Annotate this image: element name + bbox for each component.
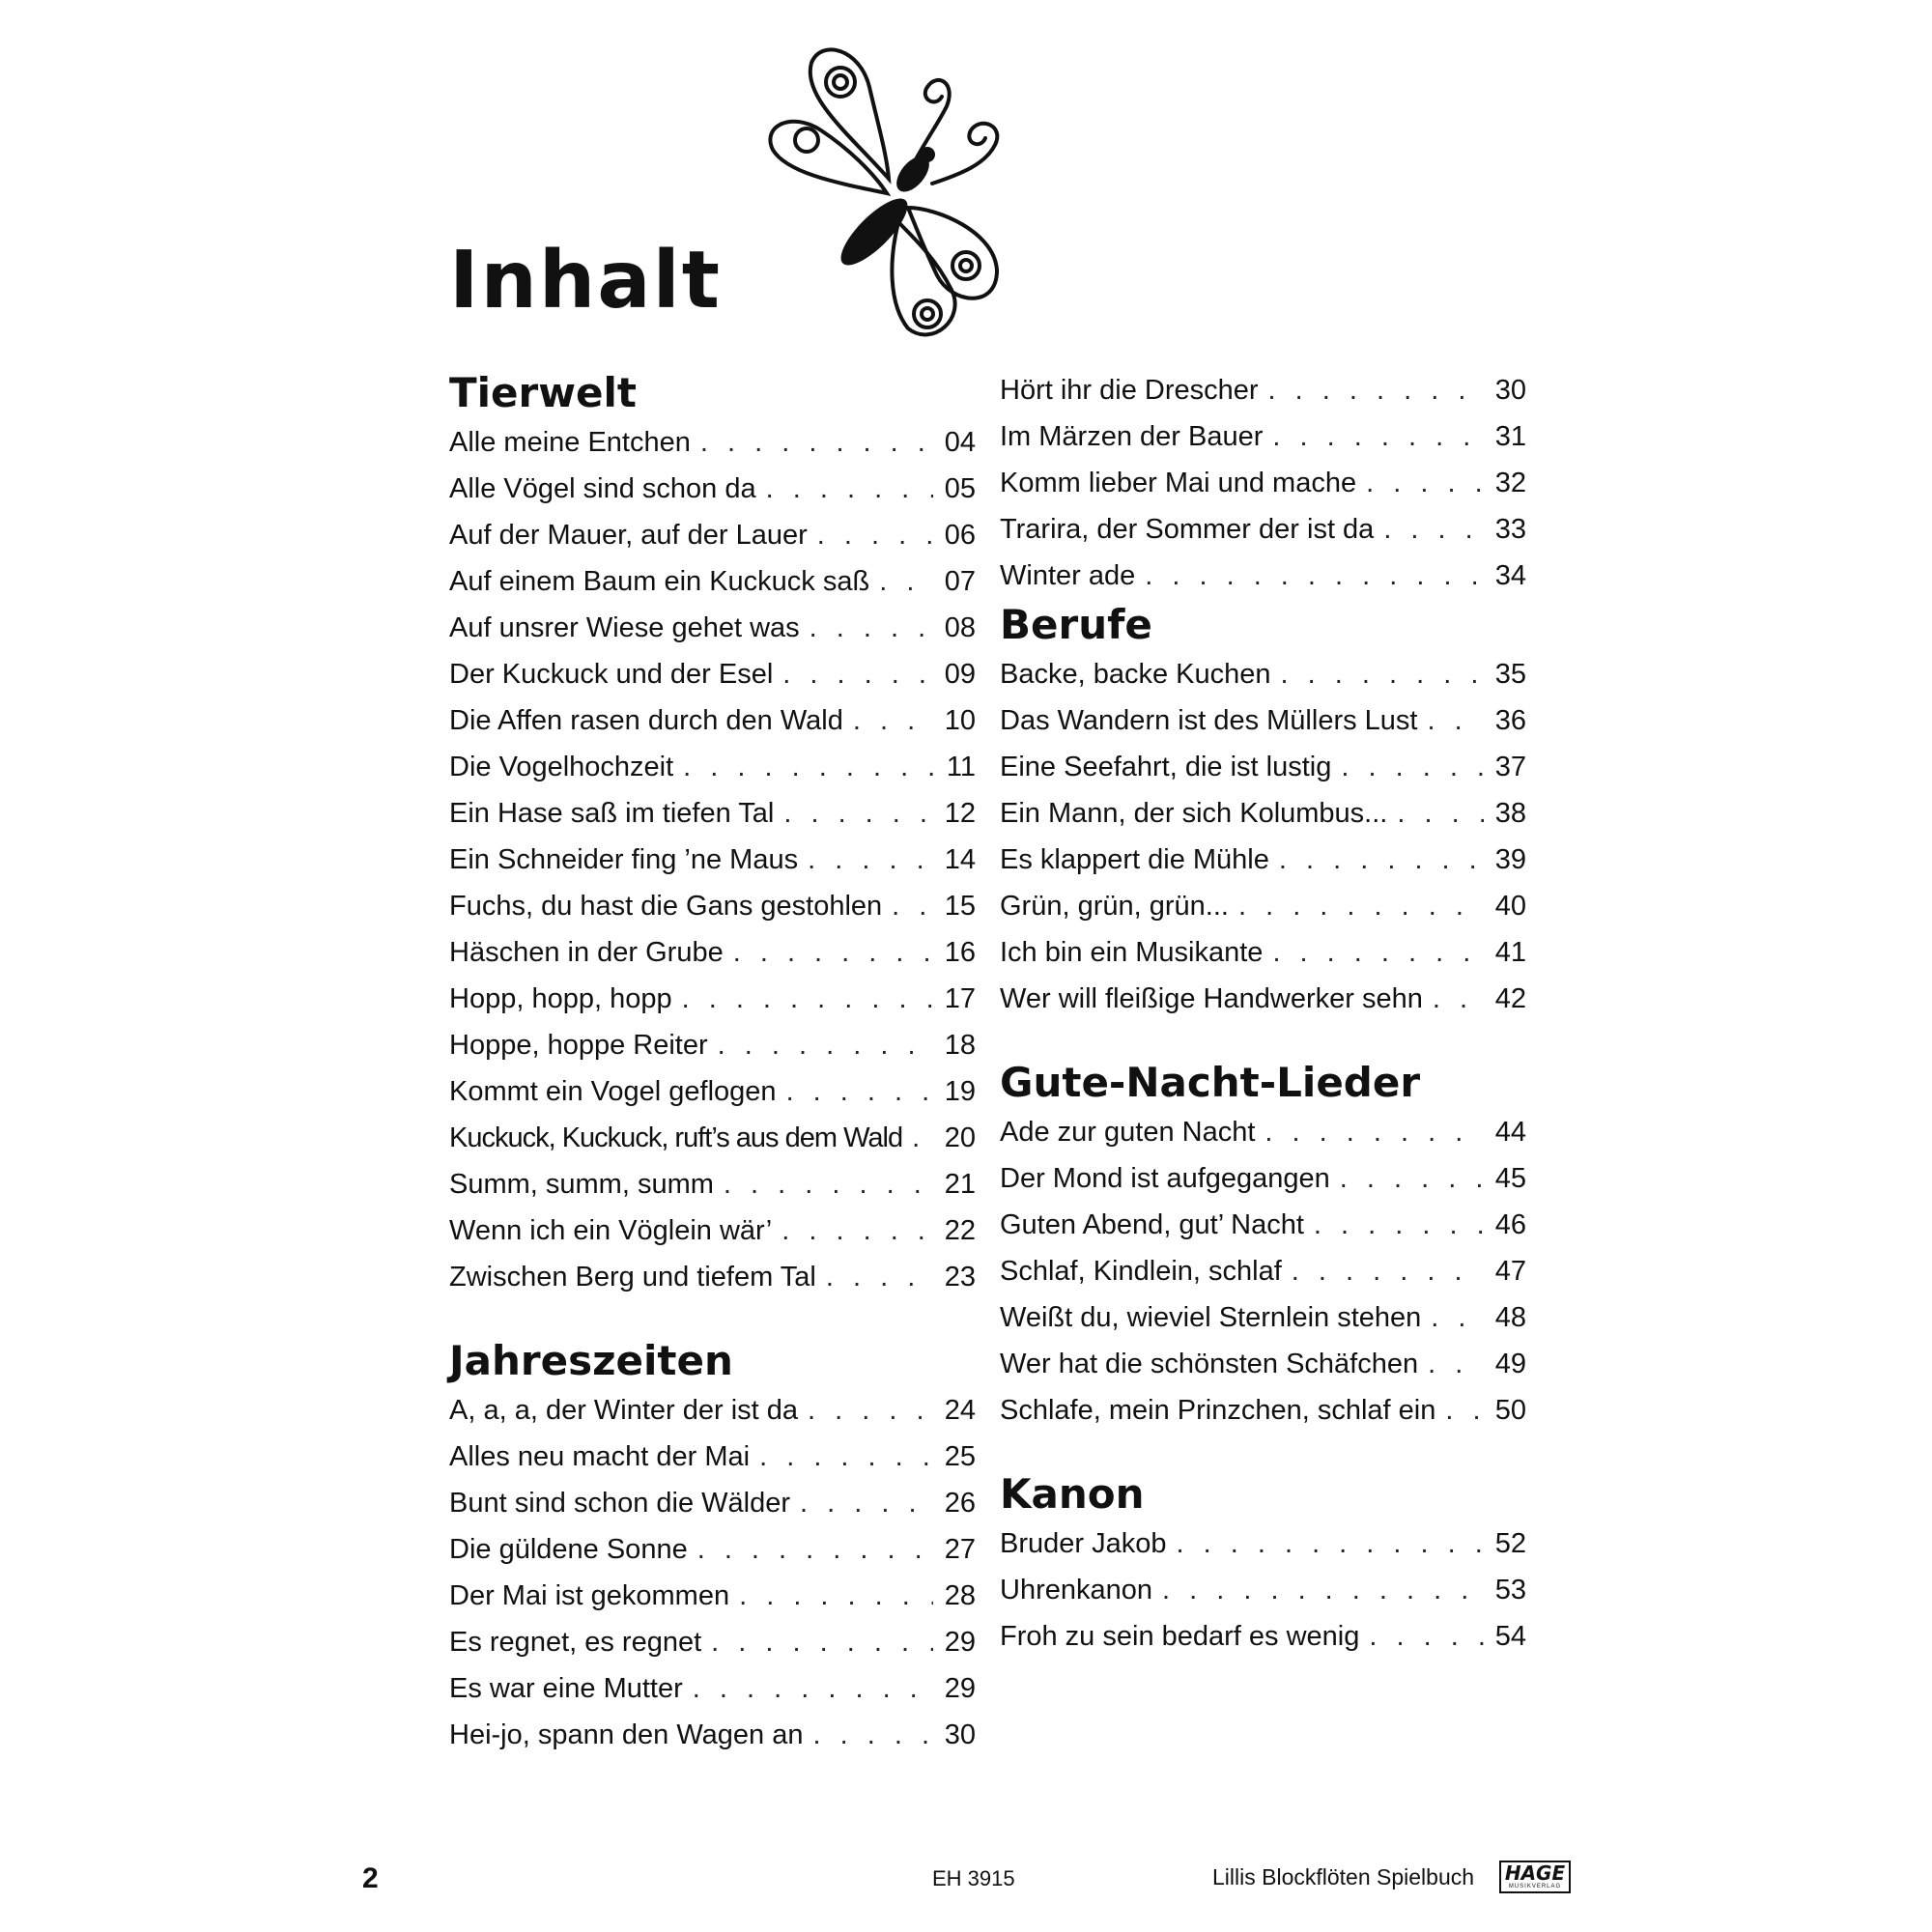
toc-entry: [449, 1480, 976, 1526]
toc-entry-title: Alle meine Entchen: [449, 427, 691, 458]
toc-entry: [1000, 553, 1526, 599]
toc-entry-title: Weißt du, wieviel Sternlein stehen: [1000, 1302, 1422, 1333]
toc-entry-page: 52: [1494, 1528, 1526, 1559]
dot-leader: [718, 1022, 933, 1068]
toc-entry: [1000, 460, 1526, 506]
toc-entry-title: Alles neu macht der Mai: [449, 1441, 751, 1472]
page-title: Inhalt: [449, 235, 722, 327]
section-title-jahreszeiten: Jahreszeiten: [449, 1337, 733, 1384]
toc-entry: [1000, 976, 1526, 1022]
entry-list: [1000, 1520, 1526, 1660]
dot-leader: [800, 1480, 933, 1526]
dot-leader: [810, 605, 933, 651]
toc-entry: [1000, 744, 1526, 790]
toc-entry-title: Die Vogelhochzeit: [449, 752, 674, 782]
dot-leader: [1272, 929, 1484, 976]
toc-entry-title: Es regnet, es regnet: [449, 1627, 702, 1658]
dot-leader: [1162, 1567, 1484, 1613]
toc-entry-page: 31: [1494, 421, 1526, 452]
toc-entry-page: 44: [1494, 1117, 1526, 1148]
toc-entry-page: 26: [944, 1488, 976, 1519]
toc-entry: [449, 1022, 976, 1068]
toc-entry-page: 35: [1494, 659, 1526, 690]
dot-leader: [697, 1526, 933, 1573]
toc-entry-title: Wenn ich ein Vöglein wär’: [449, 1215, 773, 1246]
dot-leader: [693, 1665, 933, 1712]
toc-entry-page: 37: [1494, 752, 1526, 782]
toc-entry-title: Zwischen Berg und tiefem Tal: [449, 1262, 816, 1293]
toc-entry: [1000, 697, 1526, 744]
toc-entry-page: 33: [1494, 514, 1526, 545]
toc-column-right: [1000, 367, 1526, 1660]
toc-entry: [449, 1712, 976, 1758]
toc-entry-title: Hopp, hopp, hopp: [449, 983, 672, 1014]
toc-entry: [1000, 1202, 1526, 1248]
toc-entry-title: Froh zu sein bedarf es wenig: [1000, 1621, 1360, 1652]
toc-entry: [1000, 1567, 1526, 1613]
toc-entry-title: Ein Mann, der sich Kolumbus...: [1000, 798, 1388, 829]
toc-entry-title: Trarira, der Sommer der ist da: [1000, 514, 1375, 545]
dot-leader: [1366, 460, 1484, 506]
toc-entry: [449, 790, 976, 837]
dot-leader: [1445, 1387, 1484, 1434]
toc-entry-page: 47: [1494, 1256, 1526, 1287]
toc-entry: [449, 466, 976, 512]
toc-entry-title: Guten Abend, gut’ Nacht: [1000, 1209, 1304, 1240]
toc-entry-title: Kuckuck, Kuckuck, ruft’s aus dem Wald: [449, 1122, 903, 1153]
toc-entry-page: 22: [944, 1215, 976, 1246]
toc-entry: [1000, 1613, 1526, 1660]
toc-entry: [449, 1161, 976, 1208]
dot-leader: [700, 419, 933, 466]
toc-entry-title: Kommt ein Vogel geflogen: [449, 1076, 777, 1107]
dot-leader: [808, 1387, 933, 1434]
publisher-logo-text: HAGE: [1504, 1861, 1566, 1885]
toc-entry-page: 14: [944, 844, 976, 875]
toc-entry: [1000, 413, 1526, 460]
dot-leader: [1431, 1294, 1484, 1341]
toc-entry: [1000, 1109, 1526, 1155]
toc-entry-page: 04: [944, 427, 976, 458]
entry-list: [1000, 1109, 1526, 1434]
dot-leader: [1292, 1248, 1484, 1294]
toc-entry-title: Der Mond ist aufgegangen: [1000, 1163, 1330, 1194]
toc-entry-page: 48: [1494, 1302, 1526, 1333]
toc-entry-title: Ade zur guten Nacht: [1000, 1117, 1256, 1148]
toc-entry-page: 38: [1494, 798, 1526, 829]
toc-entry-page: 30: [1494, 375, 1526, 406]
book-title: Lillis Blockflöten Spielbuch: [1212, 1864, 1475, 1889]
toc-entry: [1000, 1387, 1526, 1434]
section-title-tierwelt: Tierwelt: [449, 369, 638, 416]
toc-entry-page: 21: [944, 1169, 976, 1200]
toc-entry-title: Alle Vögel sind schon da: [449, 473, 756, 504]
toc-entry-title: Hoppe, hoppe Reiter: [449, 1030, 708, 1061]
page-number: 2: [362, 1862, 379, 1894]
toc-entry-page: 50: [1494, 1395, 1526, 1426]
toc-entry: [449, 419, 976, 466]
dot-leader: [759, 1434, 933, 1480]
publisher-logo-subtext: MUSIKVERLAG: [1508, 1884, 1562, 1889]
toc-entry: [449, 512, 976, 558]
dot-leader: [1397, 790, 1484, 837]
toc-entry-page: 16: [944, 937, 976, 968]
dot-leader: [683, 744, 933, 790]
toc-entry-page: 40: [1494, 891, 1526, 922]
toc-entry-title: Auf einem Baum ein Kuckuck saß: [449, 566, 870, 597]
toc-entry: [449, 1208, 976, 1254]
toc-entry-title: Schlafe, mein Prinzchen, schlaf ein: [1000, 1395, 1436, 1426]
toc-entry: [1000, 1294, 1526, 1341]
dot-leader: [786, 1068, 933, 1115]
toc-entry-title: Im Märzen der Bauer: [1000, 421, 1264, 452]
toc-entry-title: Der Kuckuck und der Esel: [449, 659, 774, 690]
section-berufe: [1000, 599, 1526, 1022]
entry-list: [449, 419, 976, 1300]
dot-leader: [1383, 506, 1484, 553]
dot-leader: [781, 1208, 933, 1254]
dot-leader: [1427, 697, 1484, 744]
toc-entry-title: Das Wandern ist des Müllers Lust: [1000, 705, 1418, 736]
dot-leader: [879, 558, 933, 605]
toc-entry-page: 30: [944, 1719, 976, 1750]
dot-leader: [724, 1161, 933, 1208]
toc-entry-page: 36: [1494, 705, 1526, 736]
dot-leader: [1369, 1613, 1484, 1660]
toc-entry-page: 08: [944, 612, 976, 643]
toc-entry-title: Häschen in der Grube: [449, 937, 724, 968]
edition-code: EH 3915: [932, 1866, 1015, 1890]
toc-entry-page: 46: [1494, 1209, 1526, 1240]
dot-leader: [1281, 651, 1484, 697]
toc-entry-page: 18: [944, 1030, 976, 1061]
section-jahreszeiten: [449, 1335, 976, 1758]
toc-entry-title: Bruder Jakob: [1000, 1528, 1167, 1559]
toc-entry-page: 45: [1494, 1163, 1526, 1194]
dot-leader: [783, 790, 933, 837]
toc-entry: [449, 1254, 976, 1300]
toc-entry-page: 20: [944, 1122, 976, 1153]
dot-leader: [682, 976, 933, 1022]
toc-entry: [1000, 651, 1526, 697]
toc-entry: [449, 1526, 976, 1573]
toc-entry: [449, 929, 976, 976]
toc-entry-page: 17: [944, 983, 976, 1014]
section-title-kanon: Kanon: [1000, 1470, 1145, 1518]
dot-leader: [892, 883, 933, 929]
toc-entry-page: 53: [1494, 1575, 1526, 1605]
toc-entry-page: 09: [944, 659, 976, 690]
toc-entry-page: 34: [1494, 560, 1526, 591]
toc-entry-title: Backe, backe Kuchen: [1000, 659, 1271, 690]
toc-entry: [449, 1573, 976, 1619]
toc-entry-page: 32: [1494, 468, 1526, 498]
toc-entry-title: Hei-jo, spann den Wagen an: [449, 1719, 804, 1750]
dot-leader: [853, 697, 933, 744]
dot-leader: [1272, 413, 1484, 460]
dot-leader: [817, 512, 933, 558]
toc-entry-page: 25: [944, 1441, 976, 1472]
dot-leader: [1433, 976, 1484, 1022]
toc-entry: [449, 605, 976, 651]
toc-entry-page: 41: [1494, 937, 1526, 968]
toc-entry: [1000, 506, 1526, 553]
toc-entry-page: 19: [944, 1076, 976, 1107]
toc-entry-page: 42: [1494, 983, 1526, 1014]
toc-entry-page: 39: [1494, 844, 1526, 875]
toc-entry: [1000, 790, 1526, 837]
toc-entry-title: Hört ihr die Drescher: [1000, 375, 1259, 406]
dot-leader: [1341, 744, 1484, 790]
dot-leader: [1238, 883, 1484, 929]
toc-entry: [1000, 837, 1526, 883]
toc-entry: [449, 837, 976, 883]
dot-leader: [826, 1254, 933, 1300]
toc-entry-title: Komm lieber Mai und mache: [1000, 468, 1357, 498]
toc-entry-page: 10: [944, 705, 976, 736]
toc-entry-page: 23: [944, 1262, 976, 1293]
toc-entry-title: Ich bin ein Musikante: [1000, 937, 1264, 968]
dot-leader: [1279, 837, 1484, 883]
toc-entry-title: Die güldene Sonne: [449, 1534, 688, 1565]
toc-entry: [449, 697, 976, 744]
section-jahreszeiten-continued: [1000, 367, 1526, 599]
toc-entry: [1000, 367, 1526, 413]
toc-entry-title: Auf unsrer Wiese gehet was: [449, 612, 800, 643]
section-title-gute-nacht-lieder: Gute-Nacht-Lieder: [1000, 1059, 1421, 1106]
dot-leader: [1314, 1202, 1484, 1248]
toc-entry-page: 12: [944, 798, 976, 829]
toc-entry-page: 49: [1494, 1349, 1526, 1379]
dot-leader: [739, 1573, 933, 1619]
dot-leader: [1177, 1520, 1485, 1567]
toc-entry: [1000, 1520, 1526, 1567]
toc-entry: [1000, 1155, 1526, 1202]
section-tierwelt: [449, 367, 976, 1300]
toc-entry-title: Summ, summ, summ: [449, 1169, 714, 1200]
dot-leader: [766, 466, 933, 512]
toc-entry-page: 27: [944, 1534, 976, 1565]
toc-entry-title: Wer will fleißige Handwerker sehn: [1000, 983, 1423, 1014]
dot-leader: [711, 1619, 933, 1665]
toc-entry-page: 05: [944, 473, 976, 504]
toc-entry: [449, 1665, 976, 1712]
dot-leader: [912, 1115, 933, 1161]
entry-list: [1000, 367, 1526, 599]
toc-entry-title: Ein Hase saß im tiefen Tal: [449, 798, 775, 829]
toc-entry: [1000, 1341, 1526, 1387]
toc-entry: [1000, 1248, 1526, 1294]
toc-entry-page: 54: [1494, 1621, 1526, 1652]
dot-leader: [1340, 1155, 1484, 1202]
toc-entry-title: Es war eine Mutter: [449, 1673, 683, 1704]
dot-leader: [813, 1712, 934, 1758]
toc-entry-title: Grün, grün, grün...: [1000, 891, 1229, 922]
toc-entry-page: 15: [944, 891, 976, 922]
dot-leader: [733, 929, 933, 976]
entry-list: [1000, 651, 1526, 1022]
toc-entry: [449, 558, 976, 605]
toc-entry-page: 24: [944, 1395, 976, 1426]
section-kanon: [1000, 1468, 1526, 1660]
dot-leader: [1268, 367, 1484, 413]
dot-leader: [1145, 553, 1484, 599]
toc-entry: [449, 1387, 976, 1434]
toc-entry: [449, 883, 976, 929]
toc-entry-title: Ein Schneider fing ’ne Maus: [449, 844, 799, 875]
toc-entry: [449, 651, 976, 697]
toc-column-left: [449, 367, 976, 1758]
entry-list: [449, 1387, 976, 1758]
toc-entry-page: 07: [944, 566, 976, 597]
toc-entry-title: Es klappert die Mühle: [1000, 844, 1269, 875]
toc-entry: [449, 1434, 976, 1480]
toc-entry: [449, 976, 976, 1022]
toc-entry-page: 28: [944, 1580, 976, 1611]
toc-entry-page: 06: [944, 520, 976, 551]
toc-entry-title: Winter ade: [1000, 560, 1136, 591]
toc-entry-title: Fuchs, du hast die Gans gestohlen: [449, 891, 883, 922]
dot-leader: [808, 837, 933, 883]
toc-entry: [449, 1619, 976, 1665]
section-title-berufe: Berufe: [1000, 601, 1152, 648]
publisher-logo: [1499, 1861, 1571, 1893]
toc-entry-page: 11: [946, 752, 976, 782]
toc-entry-title: Uhrenkanon: [1000, 1575, 1152, 1605]
toc-entry-title: Eine Seefahrt, die ist lustig: [1000, 752, 1332, 782]
dot-leader: [1264, 1109, 1484, 1155]
dot-leader: [782, 651, 933, 697]
toc-entry-page: 29: [944, 1627, 976, 1658]
toc-entry: [449, 1115, 976, 1161]
dot-leader: [1428, 1341, 1484, 1387]
toc-entry-title: Bunt sind schon die Wälder: [449, 1488, 791, 1519]
toc-entry-page: 29: [944, 1673, 976, 1704]
section-gute-nacht-lieder: [1000, 1057, 1526, 1434]
toc-entry: [1000, 929, 1526, 976]
toc-entry-title: Der Mai ist gekommen: [449, 1580, 730, 1611]
toc-entry: [1000, 883, 1526, 929]
toc-entry-title: A, a, a, der Winter der ist da: [449, 1395, 799, 1426]
toc-entry: [449, 1068, 976, 1115]
butterfly-illustration: [744, 39, 1034, 348]
toc-entry-title: Schlaf, Kindlein, schlaf: [1000, 1256, 1282, 1287]
toc-entry: [449, 744, 976, 790]
toc-entry-title: Die Affen rasen durch den Wald: [449, 705, 843, 736]
toc-entry-title: Auf der Mauer, auf der Lauer: [449, 520, 808, 551]
toc-entry-title: Wer hat die schönsten Schäfchen: [1000, 1349, 1419, 1379]
